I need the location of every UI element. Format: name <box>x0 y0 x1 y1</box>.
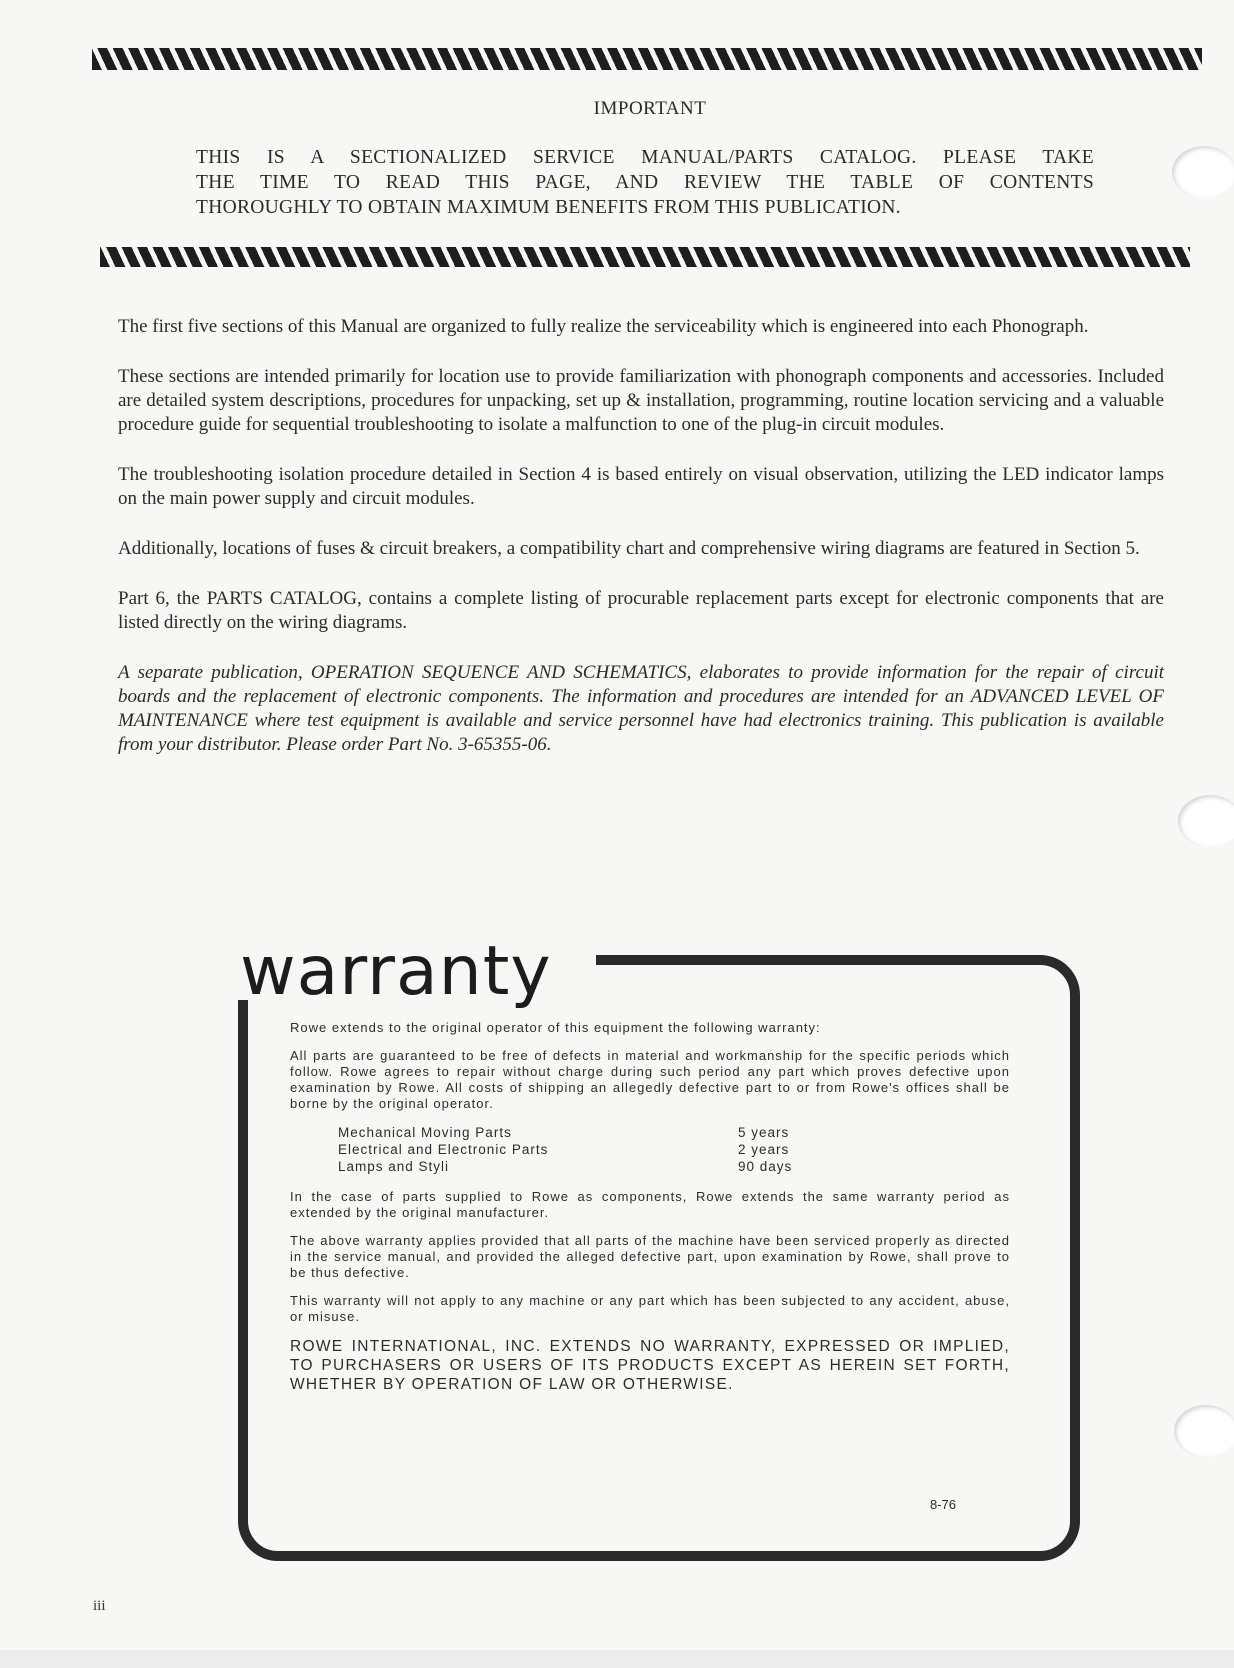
intro-paragraph: The troubleshooting isolation procedure detailed in Section 4 is based entirely on visual observation, utilizing the LED indicator lamps on the main power supply and circuit modules. <box>118 464 1164 509</box>
intro-paragraph: The first five sections of this Manual are organized to fully realize the serviceability which is engineered into each Phonograph. <box>118 316 1089 337</box>
warranty-periods-table <box>338 1124 1058 1175</box>
period-term: 90 days <box>738 1159 793 1174</box>
table-row <box>338 1124 1058 1141</box>
warranty-components: In the case of parts supplied to Rowe as components, Rowe extends the same warranty period as extended by the original manufacturer. <box>290 1189 1010 1220</box>
important-heading: IMPORTANT <box>593 98 707 119</box>
period-term: 2 years <box>738 1142 790 1157</box>
intro-text <box>118 315 1164 783</box>
important-line: THOROUGHLY TO OBTAIN MAXIMUM BENEFITS FROM THIS PUBLICATION. <box>196 197 901 218</box>
intro-paragraph: Additionally, locations of fuses & circuit breakers, a compatibility chart and comprehensive wiring diagrams are featured in Section 5. <box>118 538 1140 559</box>
warranty-condition: The above warranty applies provided that all parts of the machine have been serviced properly as directed in the service manual, and provided the alleged defective part, upon examination by Rowe, shall prove to be thus defective. <box>290 1233 1010 1280</box>
warranty-text <box>290 1020 1010 1406</box>
warranty-exclusion: This warranty will not apply to any machine or any part which has been subjected to any accident, abuse, or misuse. <box>290 1293 1010 1324</box>
important-line: THIS IS A SECTIONALIZED SERVICE MANUAL/PARTS CATALOG. PLEASE TAKE <box>196 147 1094 168</box>
binder-hole <box>1178 795 1234 847</box>
period-term: 5 years <box>738 1125 790 1140</box>
period-part: Electrical and Electronic Parts <box>338 1142 549 1157</box>
bottom-hatch-divider <box>100 247 1190 267</box>
warranty-intro: Rowe extends to the original operator of this equipment the following warranty: <box>290 1020 821 1035</box>
period-part: Mechanical Moving Parts <box>338 1125 512 1140</box>
period-part: Lamps and Styli <box>338 1159 450 1174</box>
warranty-guarantee: All parts are guaranteed to be free of defects in material and workmanship for the specific periods which follow. Rowe agrees to repair without charge during such period any part which proves defective upon examination by Rowe. All costs of shipping an allegedly defective part to or from Rowe's offices shall be borne by the original operator. <box>290 1048 1010 1111</box>
intro-paragraph: Part 6, the PARTS CATALOG, contains a complete listing of procurable replacement parts except for electronic components that are listed directly on the wiring diagrams. <box>118 588 1164 633</box>
date-code: 8-76 <box>930 1497 957 1512</box>
important-line: THE TIME TO READ THIS PAGE, AND REVIEW THE TABLE OF CONTENTS <box>196 172 1094 193</box>
table-row <box>338 1141 1058 1158</box>
table-row <box>338 1158 1058 1175</box>
warranty-disclaimer: ROWE INTERNATIONAL, INC. EXTENDS NO WARRANTY, EXPRESSED OR IMPLIED, TO PURCHASERS OR USERS OF ITS PRODUCTS EXCEPT AS HEREIN SET FORTH, WHETHER BY OPERATION OF LAW OR OTHERWISE. <box>290 1338 1010 1393</box>
important-notice <box>196 145 1094 220</box>
page-number: iii <box>93 1598 106 1614</box>
warranty-title: warranty <box>240 932 552 1011</box>
binder-hole <box>1172 146 1234 198</box>
top-hatch-divider <box>92 48 1202 70</box>
intro-paragraph: These sections are intended primarily for location use to provide familiarization with phonograph components and accessories. Included are detailed system descriptions, procedures for unpacking, set up & installation, programming, routine location servicing and a valuable procedure guide for sequential troubleshooting to isolate a malfunction to one of the plug-in circuit modules. <box>118 366 1164 435</box>
binder-hole <box>1174 1405 1234 1457</box>
intro-paragraph-italic: A separate publication, OPERATION SEQUENCE AND SCHEMATICS, elaborates to provide information for the repair of circuit boards and the replacement of electronic components. The information and procedures are intended for an ADVANCED LEVEL OF MAINTENANCE where test equipment is available and service personnel have had electronics training. This publication is available from your distributor. Please order Part No. 3-65355-06. <box>118 662 1164 755</box>
